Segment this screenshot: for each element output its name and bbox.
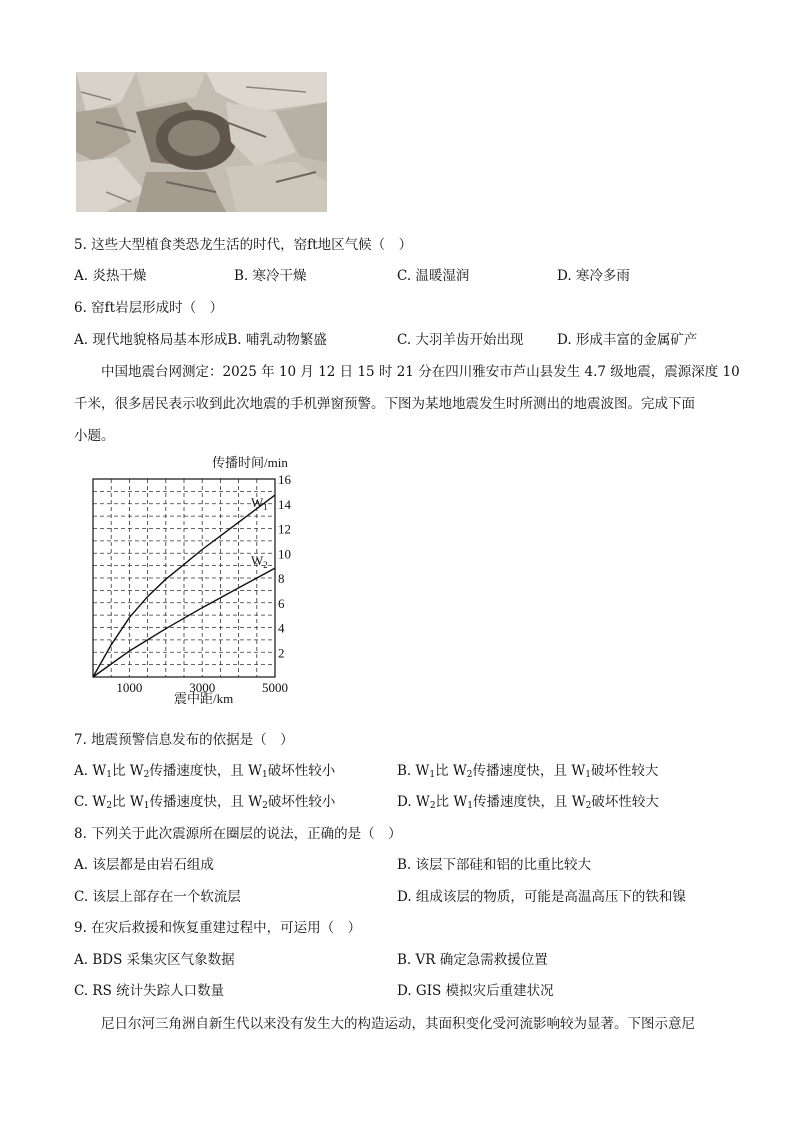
- x-tick-label: 1000: [116, 680, 143, 695]
- series-label-w1: $W_1$: [251, 495, 268, 513]
- rock-outcrop-photo: [76, 72, 327, 212]
- series-label-w2: $W_2$: [251, 553, 268, 571]
- intro-line-1: 中国地震台网测定：2025 年 10 月 12 日 15 时 21 分在四川雅安市芦山县发生 4.7 级地震，震源深度 10: [101, 364, 740, 380]
- q9-option-a[interactable]: A. BDS 采集灾区气象数据: [74, 952, 235, 968]
- q5-stem: 5. 这些大型植食类恐龙生活的时代，窑ft地区气候（ ）: [74, 237, 413, 253]
- q9-stem: 9. 在灾后救援和恢复重建过程中，可运用（ ）: [74, 920, 362, 936]
- seismic-wave-chart: [84, 450, 324, 710]
- chart-grid: [93, 479, 275, 677]
- q9-option-c[interactable]: C. RS 统计失踪人口数量: [74, 983, 225, 999]
- q5-option-b[interactable]: B. 寒冷干燥: [234, 268, 307, 284]
- q5-option-c[interactable]: C. 温暖湿润: [397, 268, 470, 284]
- q8-option-a[interactable]: A. 该层都是由岩石组成: [74, 857, 214, 873]
- x-axis-label: 震中距/km: [174, 691, 234, 706]
- y-tick-label: 14: [278, 496, 291, 512]
- q7-stem: 7. 地震预警信息发布的依据是（ ）: [74, 732, 294, 748]
- y-tick-label: 16: [278, 472, 291, 487]
- q8-stem: 8. 下列关于此次震源所在圈层的说法，正确的是（ ）: [74, 826, 402, 842]
- q6-option-d[interactable]: D. 形成丰富的金属矿产: [557, 332, 698, 348]
- y-tick-label: 12: [278, 521, 291, 537]
- q9-option-d[interactable]: D. GIS 模拟灾后重建状况: [397, 983, 554, 999]
- intro-line-2: 千米，很多居民表示收到此次地震的手机弹窗预警。下图为某地地震发生时所测出的地震波图。完成下面: [74, 396, 695, 412]
- q6-option-ab[interactable]: A. 现代地貌格局基本形成B. 哺乳动物繁盛: [74, 332, 327, 348]
- q8-option-c[interactable]: C. 该层上部存在一个软流层: [74, 889, 241, 905]
- closing-paragraph: 尼日尔河三角洲自新生代以来没有发生大的构造运动，其面积变化受河流影响较为显著。下图示意尼: [101, 1016, 695, 1032]
- q5-option-d[interactable]: D. 寒冷多雨: [557, 268, 630, 284]
- q7-option-c[interactable]: C. $W_2$比 $W_1$传播速度快，且 $W_2$破坏性较小: [74, 794, 336, 811]
- q7-option-b[interactable]: B. $W_1$比 $W_2$传播速度快，且 $W_1$破坏性较大: [397, 763, 659, 780]
- y-tick-label: 10: [278, 546, 291, 562]
- q7-option-a[interactable]: A. $W_1$比 $W_2$传播速度快，且 $W_1$破坏性较小: [74, 763, 336, 780]
- y-tick-label: 4: [278, 620, 285, 636]
- y-tick-label: 6: [278, 595, 285, 611]
- q5-option-a[interactable]: A. 炎热干燥: [74, 268, 147, 284]
- y-tick-label: 2: [278, 645, 285, 661]
- q6-stem: 6. 窑ft岩层形成时（ ）: [74, 300, 224, 316]
- q9-option-b[interactable]: B. VR 确定急需救援位置: [397, 952, 548, 968]
- q7-option-d[interactable]: D. $W_2$比 $W_1$传播速度快，且 $W_2$破坏性较大: [397, 794, 659, 811]
- y-axis-label: 传播时间/min: [212, 455, 288, 470]
- q8-option-d[interactable]: D. 组成该层的物质，可能是高温高压下的铁和镍: [397, 889, 686, 905]
- x-tick-label: 5000: [262, 680, 288, 695]
- q8-option-b[interactable]: B. 该层下部硅和铝的比重比较大: [397, 857, 592, 873]
- q6-option-c[interactable]: C. 大羽羊齿开始出现: [397, 332, 524, 348]
- intro-line-3: 小题。: [74, 428, 115, 444]
- x-tick-label: 3000: [189, 680, 216, 695]
- y-tick-label: 8: [278, 571, 285, 586]
